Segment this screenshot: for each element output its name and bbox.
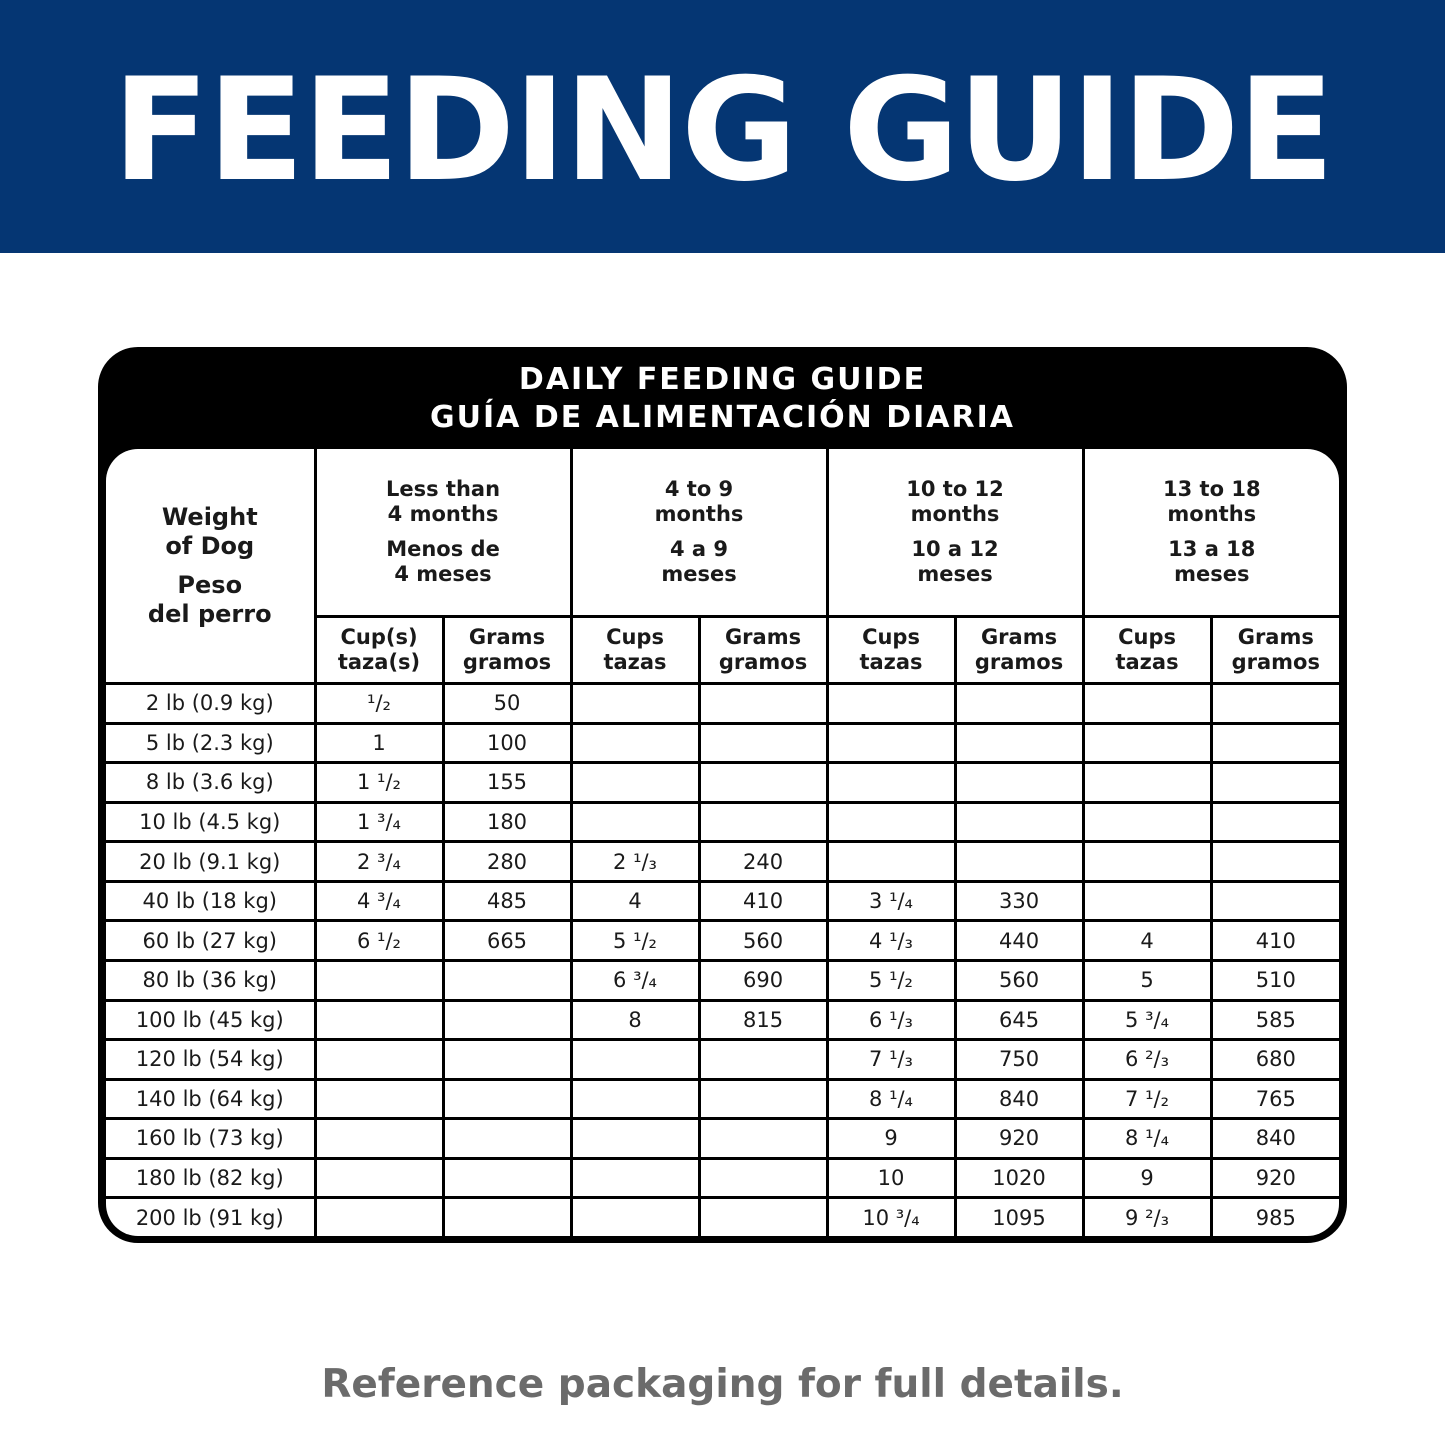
weight-cell: 100 lb (45 kg) [106, 1000, 315, 1040]
grams-cell: 815 [699, 1000, 827, 1040]
age-group-en-2: 4 months [387, 502, 499, 526]
cups-cell: 5 ³/₄ [1083, 1000, 1211, 1040]
weight-header-es-2: del perro [147, 599, 272, 628]
grams-cell [443, 960, 571, 1000]
table-row [106, 921, 1339, 961]
table-row [106, 1158, 1339, 1198]
grams-cell: 645 [955, 1000, 1083, 1040]
weight-cell: 80 lb (36 kg) [106, 960, 315, 1000]
cups-cell [315, 960, 443, 1000]
grams-cell [955, 723, 1083, 763]
grams-cell: 485 [443, 881, 571, 921]
age-group-header [571, 449, 827, 617]
unit-header-en: Cups [1118, 625, 1176, 649]
cups-cell [571, 763, 699, 803]
card-title-english: DAILY FEEDING GUIDE [518, 362, 927, 397]
age-group-es-2: 4 meses [394, 562, 492, 586]
table-row [106, 1000, 1339, 1040]
feeding-table-wrap [106, 449, 1339, 1236]
unit-header [827, 617, 955, 684]
age-group-es-1: 4 a 9 [670, 537, 729, 561]
cups-cell [1083, 802, 1211, 842]
unit-header [1211, 617, 1339, 684]
cups-cell: 2 ¹/₃ [571, 842, 699, 882]
cups-cell: 6 ¹/₃ [827, 1000, 955, 1040]
unit-header [955, 617, 1083, 684]
unit-header-es: gramos [718, 650, 808, 674]
age-group-en-2: months [910, 502, 1000, 526]
grams-cell [443, 1198, 571, 1236]
grams-cell [443, 1040, 571, 1080]
cups-cell: 10 ³/₄ [827, 1198, 955, 1236]
grams-cell [443, 1000, 571, 1040]
grams-cell: 1095 [955, 1198, 1083, 1236]
cups-cell [1083, 881, 1211, 921]
cups-cell [571, 1079, 699, 1119]
weight-header-en-1: Weight [161, 502, 258, 531]
weight-cell: 60 lb (27 kg) [106, 921, 315, 961]
unit-header [1083, 617, 1211, 684]
cups-cell: 8 ¹/₄ [1083, 1119, 1211, 1159]
feeding-guide-card [98, 347, 1347, 1243]
grams-cell [699, 1040, 827, 1080]
grams-cell [1211, 802, 1339, 842]
age-group-en-2: months [1167, 502, 1257, 526]
age-group-es-2: meses [917, 562, 993, 586]
banner [0, 0, 1445, 253]
grams-cell: 560 [955, 960, 1083, 1000]
grams-cell [699, 1198, 827, 1236]
unit-header-es: gramos [974, 650, 1064, 674]
weight-cell: 2 lb (0.9 kg) [106, 684, 315, 724]
unit-header [699, 617, 827, 684]
cups-cell: 8 [571, 1000, 699, 1040]
unit-header-es: taza(s) [337, 650, 421, 674]
unit-header-es: gramos [1231, 650, 1320, 674]
age-group-es-1: 10 a 12 [911, 537, 999, 561]
cups-cell [571, 1119, 699, 1159]
table-row [106, 960, 1339, 1000]
cups-cell: 4 [571, 881, 699, 921]
cups-cell: 9 ²/₃ [1083, 1198, 1211, 1236]
cups-cell [315, 1198, 443, 1236]
page-title: FEEDING GUIDE [112, 47, 1333, 213]
grams-cell [955, 684, 1083, 724]
grams-cell: 240 [699, 842, 827, 882]
grams-cell [443, 1079, 571, 1119]
unit-header-es: tazas [1115, 650, 1179, 674]
grams-cell: 440 [955, 921, 1083, 961]
grams-cell: 750 [955, 1040, 1083, 1080]
table-row [106, 1079, 1339, 1119]
cups-cell [315, 1040, 443, 1080]
grams-cell: 155 [443, 763, 571, 803]
grams-cell [699, 723, 827, 763]
cups-cell: 1 ³/₄ [315, 802, 443, 842]
unit-header-es: gramos [462, 650, 552, 674]
grams-cell [1211, 881, 1339, 921]
grams-cell [955, 763, 1083, 803]
grams-cell [699, 1079, 827, 1119]
grams-cell: 560 [699, 921, 827, 961]
cups-cell [571, 1198, 699, 1236]
cups-cell [1083, 842, 1211, 882]
cups-cell [827, 684, 955, 724]
cups-cell [571, 1158, 699, 1198]
cups-cell: 9 [827, 1119, 955, 1159]
cups-cell: 4 ³/₄ [315, 881, 443, 921]
unit-header [315, 617, 443, 684]
grams-cell: 180 [443, 802, 571, 842]
cups-cell: ¹/₂ [315, 684, 443, 724]
grams-cell: 665 [443, 921, 571, 961]
weight-cell: 5 lb (2.3 kg) [106, 723, 315, 763]
grams-cell [699, 1158, 827, 1198]
table-row [106, 723, 1339, 763]
grams-cell [443, 1158, 571, 1198]
grams-cell: 510 [1211, 960, 1339, 1000]
feeding-table [106, 449, 1339, 1236]
cups-cell [827, 763, 955, 803]
grams-cell [1211, 723, 1339, 763]
unit-header [443, 617, 571, 684]
card-title [98, 361, 1347, 437]
cups-cell: 8 ¹/₄ [827, 1079, 955, 1119]
unit-header-en: Grams [468, 625, 546, 649]
cups-cell: 2 ³/₄ [315, 842, 443, 882]
grams-cell [699, 802, 827, 842]
grams-cell: 585 [1211, 1000, 1339, 1040]
grams-cell: 985 [1211, 1198, 1339, 1236]
grams-cell: 50 [443, 684, 571, 724]
cups-cell [315, 1000, 443, 1040]
cups-cell [1083, 763, 1211, 803]
cups-cell: 7 ¹/₂ [1083, 1079, 1211, 1119]
cups-cell: 9 [1083, 1158, 1211, 1198]
cups-cell: 7 ¹/₃ [827, 1040, 955, 1080]
cups-cell [571, 802, 699, 842]
cups-cell: 6 ³/₄ [571, 960, 699, 1000]
table-row [106, 881, 1339, 921]
table-row [106, 763, 1339, 803]
cups-cell: 10 [827, 1158, 955, 1198]
cups-cell [315, 1158, 443, 1198]
grams-cell: 410 [699, 881, 827, 921]
grams-cell [699, 684, 827, 724]
cups-cell: 6 ²/₃ [1083, 1040, 1211, 1080]
grams-cell: 920 [1211, 1158, 1339, 1198]
cups-cell: 5 ¹/₂ [827, 960, 955, 1000]
weight-cell: 40 lb (18 kg) [106, 881, 315, 921]
cups-cell [571, 1040, 699, 1080]
weight-cell: 140 lb (64 kg) [106, 1079, 315, 1119]
cups-cell: 6 ¹/₂ [315, 921, 443, 961]
footer-note: Reference packaging for full details. [321, 1362, 1124, 1407]
grams-cell: 680 [1211, 1040, 1339, 1080]
cups-cell: 1 ¹/₂ [315, 763, 443, 803]
cups-cell: 5 ¹/₂ [571, 921, 699, 961]
grams-cell [1211, 842, 1339, 882]
age-group-header [315, 449, 571, 617]
age-group-es-2: meses [1174, 562, 1250, 586]
age-group-en-1: Less than [385, 477, 501, 501]
weight-cell: 180 lb (82 kg) [106, 1158, 315, 1198]
grams-cell: 1020 [955, 1158, 1083, 1198]
age-group-es-2: meses [661, 562, 737, 586]
age-group-en-1: 4 to 9 [664, 477, 734, 501]
unit-header [571, 617, 699, 684]
unit-header-en: Grams [980, 625, 1058, 649]
age-group-en-1: 10 to 12 [906, 477, 1004, 501]
table-row [106, 1040, 1339, 1080]
card-title-spanish: GUÍA DE ALIMENTACIÓN DIARIA [430, 400, 1015, 435]
grams-cell: 280 [443, 842, 571, 882]
grams-cell [955, 802, 1083, 842]
weight-cell: 200 lb (91 kg) [106, 1198, 315, 1236]
unit-header-en: Cups [606, 625, 664, 649]
cups-cell [1083, 684, 1211, 724]
weight-cell: 160 lb (73 kg) [106, 1119, 315, 1159]
table-row [106, 842, 1339, 882]
grams-cell: 840 [955, 1079, 1083, 1119]
cups-cell: 1 [315, 723, 443, 763]
table-row [106, 1119, 1339, 1159]
cups-cell: 5 [1083, 960, 1211, 1000]
weight-cell: 8 lb (3.6 kg) [106, 763, 315, 803]
age-group-es-1: 13 a 18 [1168, 537, 1256, 561]
table-body [106, 684, 1339, 1237]
weight-header [106, 449, 315, 684]
weight-header-es-1: Peso [177, 570, 243, 599]
age-group-header [1083, 449, 1339, 617]
unit-header-en: Cup(s) [340, 625, 418, 649]
age-group-es-1: Menos de [386, 537, 500, 561]
weight-cell: 10 lb (4.5 kg) [106, 802, 315, 842]
grams-cell: 100 [443, 723, 571, 763]
grams-cell: 920 [955, 1119, 1083, 1159]
table-row [106, 1198, 1339, 1236]
age-group-en-2: months [654, 502, 744, 526]
grams-cell: 690 [699, 960, 827, 1000]
grams-cell [699, 763, 827, 803]
cups-cell: 4 ¹/₃ [827, 921, 955, 961]
age-group-header [827, 449, 1083, 617]
unit-header-en: Cups [862, 625, 920, 649]
cups-cell: 4 [1083, 921, 1211, 961]
cups-cell [827, 723, 955, 763]
weight-cell: 20 lb (9.1 kg) [106, 842, 315, 882]
weight-cell: 120 lb (54 kg) [106, 1040, 315, 1080]
unit-header-en: Grams [1237, 625, 1314, 649]
grams-cell: 410 [1211, 921, 1339, 961]
unit-header-en: Grams [724, 625, 802, 649]
unit-header-es: tazas [859, 650, 923, 674]
grams-cell [1211, 684, 1339, 724]
table-row [106, 684, 1339, 724]
cups-cell [1083, 723, 1211, 763]
age-group-en-1: 13 to 18 [1163, 477, 1261, 501]
cups-cell [571, 684, 699, 724]
cups-cell [827, 842, 955, 882]
cups-cell [571, 723, 699, 763]
table-row [106, 802, 1339, 842]
cups-cell [827, 802, 955, 842]
grams-cell [1211, 763, 1339, 803]
unit-header-es: tazas [603, 650, 667, 674]
grams-cell [443, 1119, 571, 1159]
grams-cell [955, 842, 1083, 882]
grams-cell: 330 [955, 881, 1083, 921]
grams-cell [699, 1119, 827, 1159]
weight-header-en-2: of Dog [165, 531, 255, 560]
cups-cell [315, 1079, 443, 1119]
cups-cell [315, 1119, 443, 1159]
cups-cell: 3 ¹/₄ [827, 881, 955, 921]
grams-cell: 765 [1211, 1079, 1339, 1119]
grams-cell: 840 [1211, 1119, 1339, 1159]
